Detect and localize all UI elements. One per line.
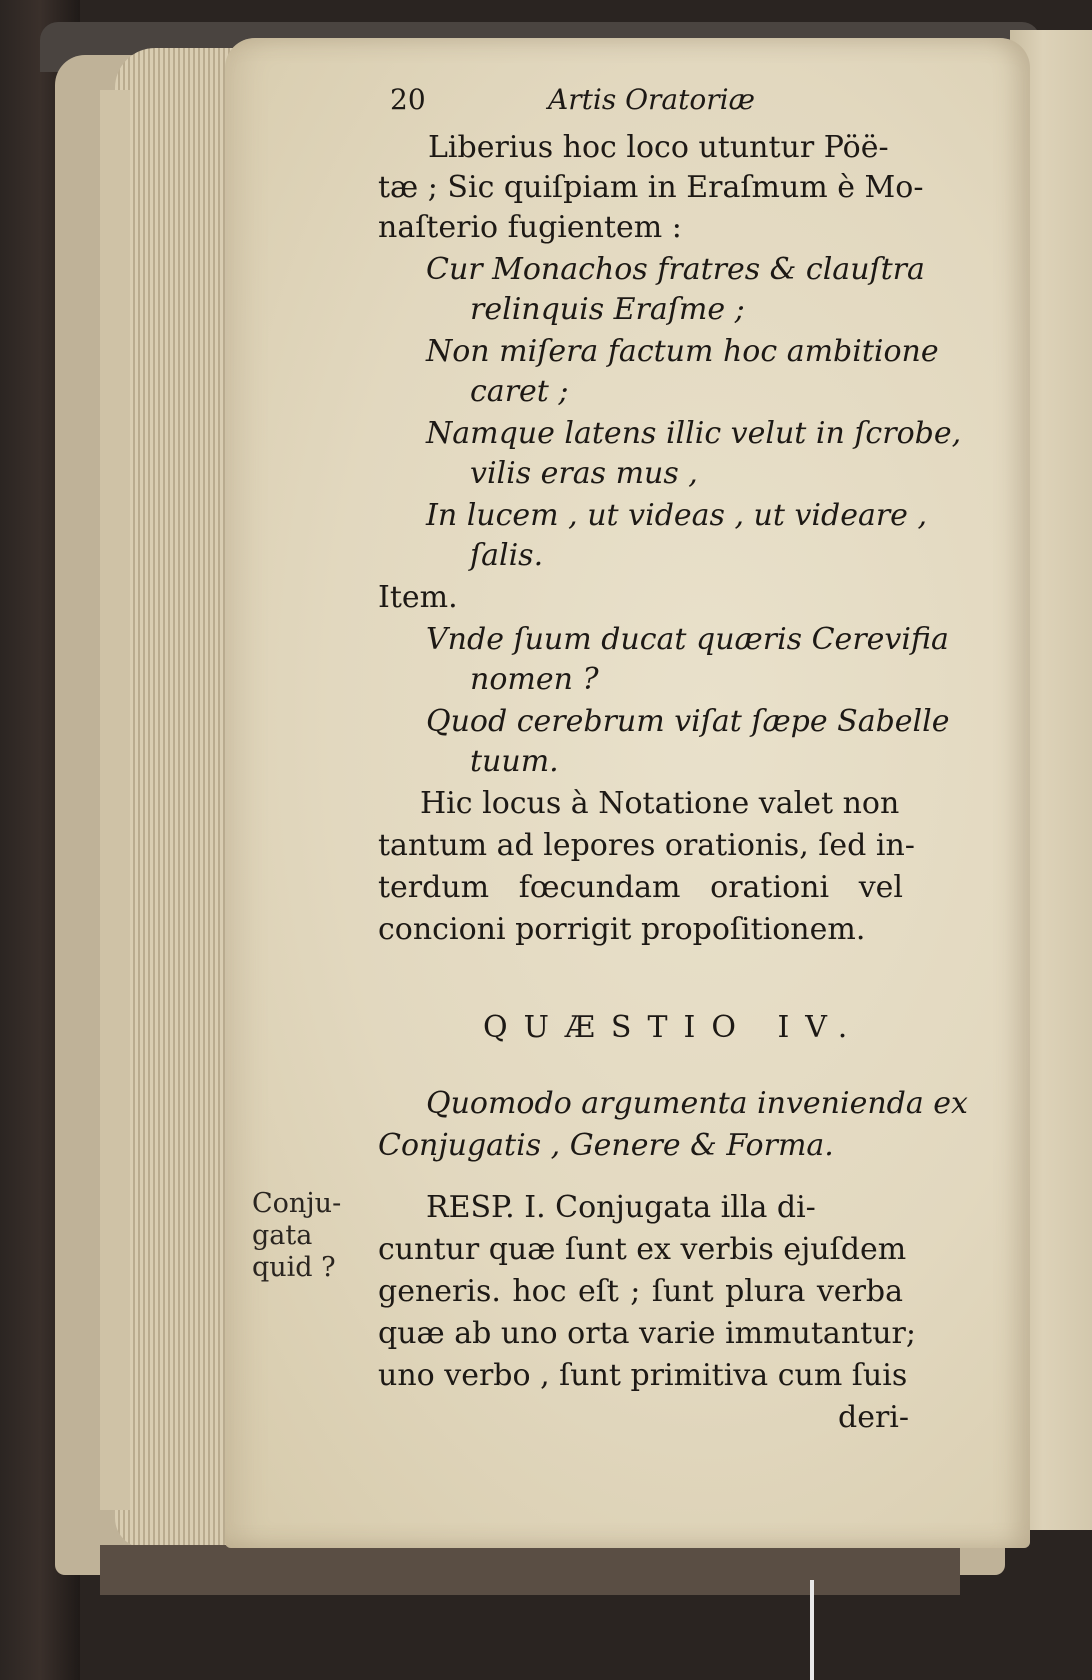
- text-line: concioni porrigit propoſitionem.: [378, 912, 866, 947]
- text-line: Hic locus à Notatione valet non: [420, 786, 900, 821]
- bottom-board: [100, 1545, 960, 1595]
- text-line: uno verbo , ſunt primitiva cum ſuis: [378, 1358, 908, 1393]
- scan-marker: [810, 1580, 814, 1680]
- text-line: naſterio fugientem :: [378, 210, 682, 245]
- verse-line: nomen ?: [470, 662, 599, 697]
- question-title: Conjugatis , Genere & Forma.: [378, 1128, 834, 1163]
- verse-line: Non miſera factum hoc ambitione: [426, 334, 939, 369]
- text-line: tæ ; Sic quiſpiam in Eraſmum è Mo-: [378, 170, 924, 205]
- text-line: generis. hoc eſt ; ſunt plura verba: [378, 1274, 903, 1309]
- verse-line: Quod cerebrum viſat ſæpe Sabelle: [426, 704, 950, 739]
- margin-note: [252, 1188, 362, 1284]
- question-title: Quomodo argumenta invenienda ex: [426, 1086, 968, 1121]
- section-heading: QUÆSTIO IV.: [483, 1010, 864, 1045]
- page-edge: [100, 90, 130, 1510]
- text-line: cuntur quæ ſunt ex verbis ejuſdem: [378, 1232, 907, 1267]
- text-line: Liberius hoc loco utuntur Pöë-: [428, 130, 889, 165]
- running-title: Artis Oratoriæ: [548, 83, 755, 116]
- verse-line: vilis eras mus ,: [470, 456, 698, 491]
- text-line: tantum ad lepores orationis, ſed in-: [378, 828, 915, 863]
- margin-note-line: quid ?: [252, 1252, 336, 1283]
- catchword: deri-: [838, 1400, 910, 1435]
- text-line: quæ ab uno orta varie immutantur;: [378, 1316, 916, 1351]
- verse-line: In lucem , ut videas , ut videare ,: [426, 498, 928, 533]
- margin-note-line: gata: [252, 1220, 313, 1251]
- text-line: RESP. I. Conjugata illa di-: [426, 1190, 816, 1225]
- verse-line: Vnde ſuum ducat quæris Cerevifia: [426, 622, 949, 657]
- verse-line: ſalis.: [470, 538, 544, 573]
- page-number: 20: [390, 83, 426, 116]
- text-line: terdum fœcundam orationi vel: [378, 870, 903, 905]
- text-line: Item.: [378, 580, 458, 615]
- verse-line: caret ;: [470, 374, 569, 409]
- verse-line: Cur Monachos fratres & clauſtra: [426, 252, 925, 287]
- margin-note-line: Conju-: [252, 1188, 342, 1219]
- verse-line: tuum.: [470, 744, 559, 779]
- verse-line: relinquis Eraſme ;: [470, 292, 745, 327]
- verse-line: Namque latens illic velut in ſcrobe,: [426, 416, 962, 451]
